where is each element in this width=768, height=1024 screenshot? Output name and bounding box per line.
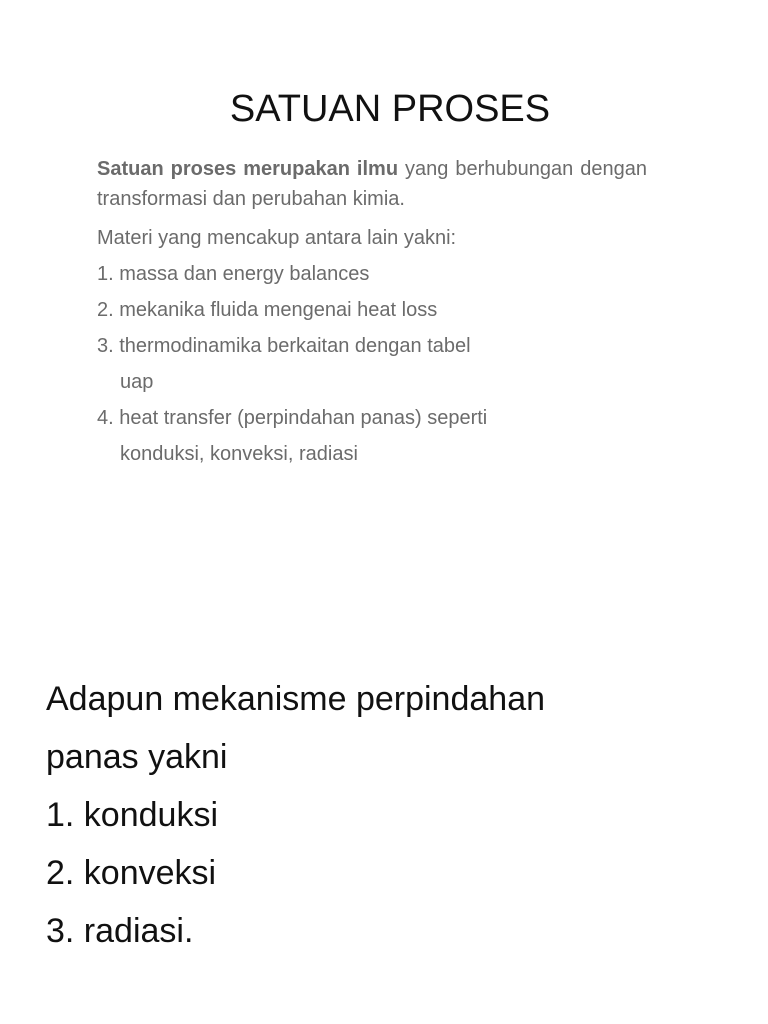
materi-heading: Materi yang mencakup antara lain yakni:	[97, 227, 457, 249]
gray-text-block	[97, 154, 647, 472]
list-item: 1. massa dan energy balances	[97, 263, 370, 285]
black-text-block	[46, 670, 746, 960]
mechanism-heading-line-1: Adapun mekanisme perpindahan	[46, 680, 546, 718]
list-item-continuation: konduksi, konveksi, radiasi	[120, 443, 358, 465]
mechanism-item: 2. konveksi	[46, 854, 217, 892]
list-item: 3. thermodinamika berkaitan dengan tabel	[97, 335, 471, 357]
intro-bold-text: Satuan proses merupakan ilmu	[97, 158, 399, 180]
slide-title: SATUAN PROSES	[229, 88, 551, 130]
list-item: 4. heat transfer (perpindahan panas) seperti	[97, 407, 488, 429]
list-item-continuation: uap	[120, 371, 154, 393]
list-item: 2. mekanika fluida mengenai heat loss	[97, 299, 438, 321]
mechanism-heading-line-2: panas yakni	[46, 738, 228, 776]
mechanism-item: 3. radiasi.	[46, 912, 194, 950]
intro-rest-text: yang berhubungan dengan transformasi dan perubahan kimia.	[97, 158, 647, 210]
intro-paragraph	[97, 154, 647, 214]
mechanism-item: 1. konduksi	[46, 796, 218, 834]
